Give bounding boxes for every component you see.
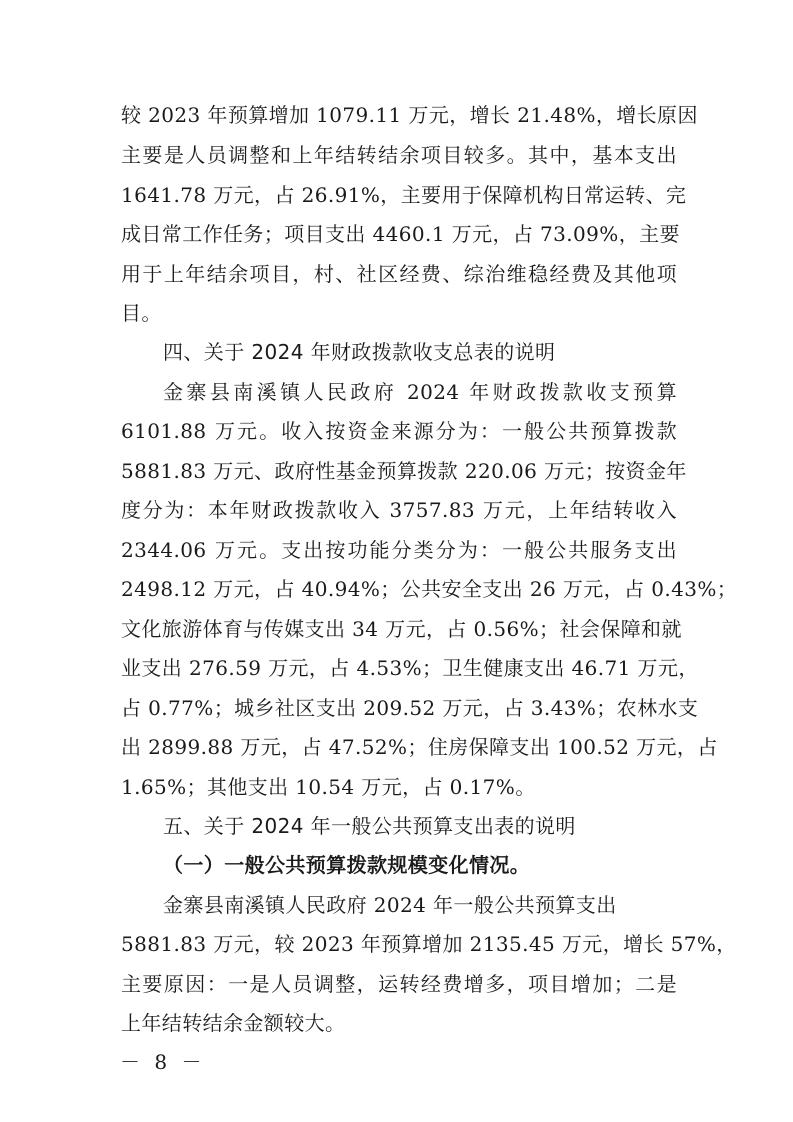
body-line: 度分为：本年财政拨款收入 3757.83 万元，上年结转收入	[121, 498, 677, 522]
page-number: － 8 －	[120, 1050, 206, 1074]
body-line: 用于上年结余项目，村、社区经费、综治维稳经费及其他项	[121, 262, 677, 286]
section-heading-four: 四、关于 2024 年财政拨款收支总表的说明	[163, 340, 556, 364]
body-line: 主要原因：一是人员调整，运转经费增多，项目增加；二是	[121, 972, 677, 996]
body-line: 成日常工作任务；项目支出 4460.1 万元，占 73.09%，主要	[121, 222, 680, 246]
subsection-heading: （一）一般公共预算拨款规模变化情况。	[163, 853, 531, 877]
body-line: 金寨县南溪镇人民政府 2024 年一般公共预算支出	[163, 893, 617, 917]
body-line: 较 2023 年预算增加 1079.11 万元，增长 21.48%，增长原因	[121, 103, 698, 127]
body-line: 5881.83 万元、政府性基金预算拨款 220.06 万元；按资金年	[121, 459, 687, 483]
body-line: 2344.06 万元。支出按功能分类分为：一般公共服务支出	[121, 538, 677, 562]
body-line: 2498.12 万元，占 40.94%；公共安全支出 26 万元，占 0.43%；	[121, 577, 738, 601]
body-line: 5881.83 万元，较 2023 年预算增加 2135.45 万元，增长 57%，	[121, 932, 737, 956]
body-line: 金寨县南溪镇人民政府 2024 年财政拨款收支预算	[163, 380, 677, 404]
body-line: 上年结转结余金额较大。	[121, 1011, 346, 1035]
body-line: 文化旅游体育与传媒支出 34 万元，占 0.56%；社会保障和就	[121, 617, 682, 641]
body-line: 目。	[121, 301, 162, 325]
body-line: 6101.88 万元。收入按资金来源分为：一般公共预算拨款	[121, 419, 677, 443]
section-heading-five: 五、关于 2024 年一般公共预算支出表的说明	[163, 814, 576, 838]
body-line: 占 0.77%；城乡社区支出 209.52 万元，占 3.43%；农林水支	[121, 696, 699, 720]
body-line: 业支出 276.59 万元，占 4.53%；卫生健康支出 46.71 万元，	[121, 656, 699, 680]
body-line: 1.65%；其他支出 10.54 万元，占 0.17%。	[121, 775, 536, 799]
body-line: 1641.78 万元，占 26.91%，主要用于保障机构日常运转、完	[121, 183, 687, 207]
body-line: 主要是人员调整和上年结转结余项目较多。其中，基本支出	[121, 143, 677, 167]
body-line: 出 2899.88 万元，占 47.52%；住房保障支出 100.52 万元，占	[121, 735, 718, 759]
